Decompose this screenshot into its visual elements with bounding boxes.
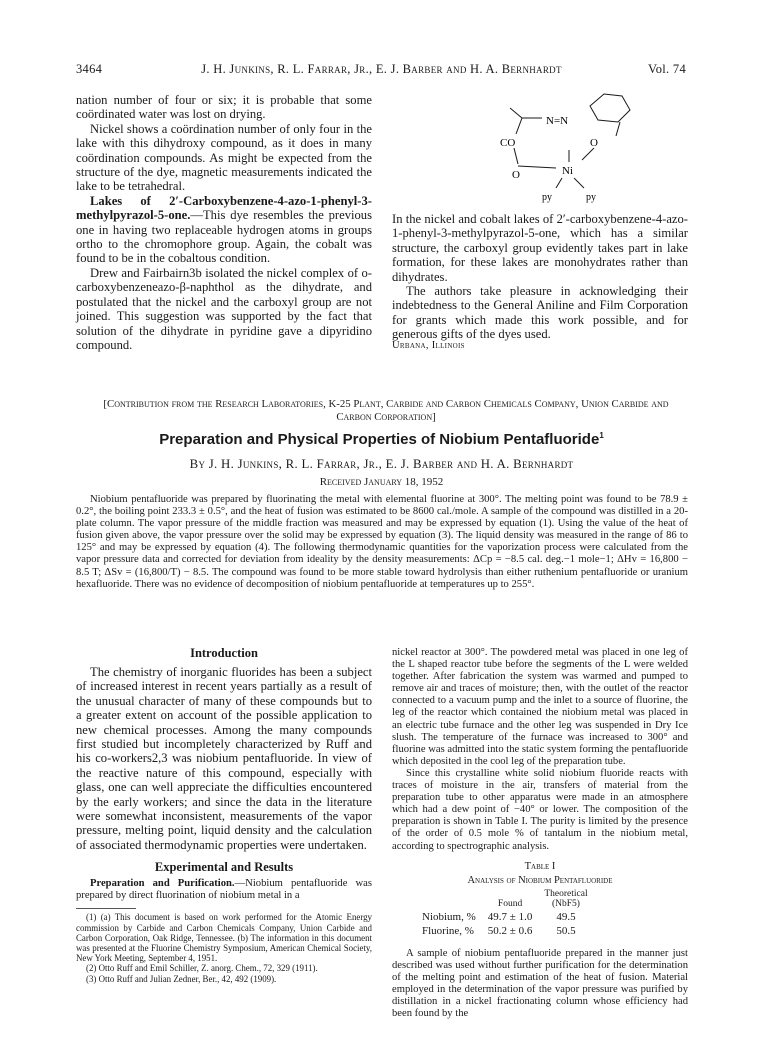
received-date: Received January 18, 1952 [319,476,444,488]
azo-label: N=N [546,115,569,127]
right-paragraph: Since this crystalline white solid niobium fluoride reacts with traces of moisture in the air, transfers of material from the preparation tube to other apparatus were made in an atmosphere which had a dew point of −40° or lower. The composition of the preparation is shown in Table I. The purity is limited by the presence of the order of 0.5 mole % of tantalum in the niobium metal, according to spectrographic analysis. [392,767,688,852]
ring-shape [510,108,542,118]
table-caption: Analysis of Niobium Pentafluoride [467,874,613,886]
experimental-heading: Experimental and Results [154,860,294,875]
table-row [416,910,594,924]
acknowledgment: The authors take pleasure in acknowledging their indebtedness to the General Aniline and Film Corporation for grants which made this work possible, and for generous gifts of the dyes used. [392,284,688,342]
column-header-theoretical: Theoretical [544,888,588,899]
article-title-text: Preparation and Physical Properties of Niobium Pentafluoride [159,431,600,448]
intro-paragraph: The chemistry of inorganic fluorides has been a subject of increased interest in recent years partially as a result of the unusual character of many of these compounds but to a greater extent on account of the possible application to new chemical processes. Among the many compounds first studied but incompletely characterized by Ruff and his co-workers2,3 was niobium pentafluoride. In view of the reactive nature of this compound, especially with glass, one can well appreciate the difficulties encountered by the early workers; and since the data in the literature were somewhat inconsistent, measurements of the vapor pressure, melting point, liquid density and the calculation of associated thermodynamic properties were undertaken. [76,665,372,852]
right-paragraph: nickel reactor at 300°. The powdered metal was placed in one leg of the L shaped reactor tube before the segments of the L were welded together. After fabrication the system was warmed and pumped to remove air and traces of moisture; then, with the outlet of the reactor connected to a vacuum pump and the inlet to a source of fluorine, the leg of the reactor which contained the niobium metal was placed in an electric tube furnace and the other leg was suspended in Dry Ice slush. The temperature of the furnace was increased to 300° and fluorine was admitted into the static system forming the pentafluoride which deposited in the cool leg of the preparation tube. [392,647,688,767]
prev-paragraph: Nickel shows a coördination number of only four in the lake with this dihydroxy compound, as it does in many coördination compounds. As might be expected from the structure of the dye, magnetic measurements indicated the lake to be tetrahedral. [76,121,372,194]
oxygen-right-label: O [590,137,598,149]
column-header-found: Found [497,898,523,909]
lakes-text: —This dye resembles the previous one in having two replaceable hydrogen atoms in groups ortho to the chromophore group. Again, the cobalt was found to be in the cobaltous condition. [76,208,372,266]
table-row [416,924,594,938]
table-cell-element: Fluorine, % [422,924,474,937]
table-cell-found: 49.7 ± 1.0 [487,910,533,923]
table-header-row [416,888,594,910]
footnotes [76,912,372,983]
prev-paragraph: nation number of four or six; it is probable that some coördinated water was lost on drying. [76,93,372,122]
drew-paragraph: Drew and Fairbairn3b isolated the nickel complex of o-carboxybenzeneazo-β-naphthol as the dihydrate, and postulated that the nickel and the carboxyl group are not joined. This suggestion was supported by the fact that solution of the dihydrate in pyridine gave a dipyridino compound. [76,265,372,352]
volume-label: Vol. 74 [648,62,686,76]
carbonyl-label: CO [500,137,516,149]
table-cell-found: 50.2 ± 0.6 [487,924,533,937]
table-cell-theoretical: 49.5 [556,910,576,923]
ring-shape [590,94,630,122]
metal-label: Ni [562,165,573,177]
prep-heading: Preparation and Purification. [90,878,235,890]
article-right-column [392,647,688,1020]
table-cell-element: Niobium, % [422,910,476,923]
prev-article-right-column [392,212,688,342]
intro-heading: Introduction [190,646,258,660]
footnote: (2) Otto Ruff and Emil Schiller, Z. anorg. Chem., 72, 329 (1911). [86,963,318,974]
abstract-text: Niobium pentafluoride was prepared by fluorinating the metal with elemental fluorine at 300°. The melting point was found to be 78.9 ± 0.2°, the boiling point 233.3 ± 0.5°, and the heat of fusion was estimated to be 8600 cal./mole. A sample of the compound was distilled in a 20-plate column. The vapor pressure of the middle fraction was measured and may be expressed by equation (1). Using the value of the heat of fusion given above, the vapor pressure over the solid may be expressed by equation (3). The liquid density was measured in the range of 86 to 125° and may be expressed by equation (4). The following thermodynamic quantities for the vaporization process were calculated from the vapor pressure data and corrected for deviation from ideality by the density measurements: ΔCp = −8.5 cal. deg.−1 mole−1; ΔHv = 16,800 − 8.5 T; ΔSv = (16,800/T) − 8.5. The compound was found to be more stable toward hydrolysis than either ruthenium pentafluoride or uranium hexafluoride. There was no evidence of decomposition of niobium pentafluoride at temperatures up to 255°. [76,494,688,590]
pyridine-right-label: py [586,192,596,203]
prev-article-left-column [76,93,372,352]
column-header-formula: (NbF5) [551,898,580,909]
pyridine-left-label: py [542,192,552,203]
footnote: (1) (a) This document is based on work performed for the Atomic Energy commission by Carbide and Carbon Chemicals Company, Union Carbide and Carbon Corporation, Oak Ridge, Tennessee. (b) The information in this document was presented at the Fluorine Chemistry Symposium, American Chemical Society, New York Meeting, September 4, 1951. [76,912,372,964]
table-label: Table I [524,860,556,872]
running-head-authors: J. H. Junkins, R. L. Farrar, Jr., E. J. Barber and H. A. Bernhardt [201,62,562,76]
abstract [76,494,688,591]
analysis-table [416,888,594,938]
nickel-lake-structure [470,88,670,206]
prep-text: —Niobium pentafluoride was prepared by direct fluorination of niobium metal in a [76,878,372,902]
location: Urbana, Illinois [392,340,465,351]
article-title [40,431,723,448]
byline: By J. H. Junkins, R. L. Farrar, Jr., E. J. Barber and H. A. Bernhardt [189,457,574,471]
right-paragraph: A sample of niobium pentafluoride prepared in the manner just described was used without further purification for the determination of the melting point and estimation of the heat of fusion. Material employed in the determination of the vapor pressure was purified by distillation in a nickel fractionating column whose efficiency had been found by the [392,947,688,1020]
lakes-heading: Lakes of 2′-Carboxybenzene-4-azo-1-phenyl-3-methylpyrazol-5-one. [76,193,372,223]
title-footnote-marker: 1 [599,431,604,440]
table-cell-theoretical: 50.5 [556,924,576,937]
page-number: 3464 [76,62,103,76]
article-left-column [76,646,372,984]
oxygen-left-label: O [512,169,520,181]
contribution-line: [Contribution from the Research Laboratories, K-25 Plant, Carbide and Carbon Chemicals Company, Union Carbide and Carbon Corporation] [103,398,669,423]
prev-right-paragraph: In the nickel and cobalt lakes of 2′-carboxybenzene-4-azo-1-phenyl-3-methylpyrazol-5-one, which has a similar structure, the carboxyl group evidently takes part in lake formation, for these lakes are monohydrates rather than dihydrates. [392,212,688,284]
footnote: (3) Otto Ruff and Julian Zedner, Ber., 42, 492 (1909). [86,973,277,984]
footnote-divider [76,908,136,909]
